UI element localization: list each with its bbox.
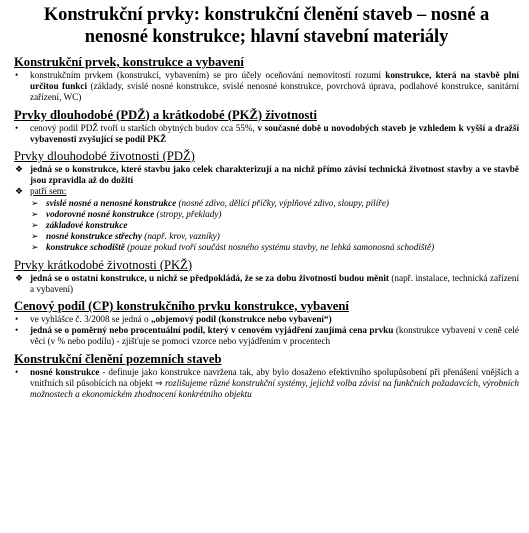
section-pdz bbox=[14, 149, 519, 254]
bullet-marker: • bbox=[15, 325, 19, 336]
list-item: • konstrukčním prvkem (konstrukcí, vybavením) se pro účely oceňování nemovitostí rozumí konstrukce, která na stavbě plní určitou funkci (základy, svislé nosné konstrukce, svislé nenosné konstrukce, povrchová úprava, podlahové konstrukce, sanitární zařízení, WC) bbox=[15, 70, 520, 103]
section-konstrukcni-cleneni bbox=[14, 352, 519, 401]
diamond-marker: ❖ bbox=[15, 272, 24, 283]
section-pkz bbox=[14, 258, 519, 295]
diamond-marker: ❖ bbox=[15, 186, 24, 197]
sub-list-item: ➢ svislé nosné a nenosné konstrukce (nosné zdivo, dělící příčky, výplňové zdivo, sloupy, pilíře) bbox=[31, 197, 389, 208]
bullet-marker: • bbox=[15, 70, 19, 80]
section-heading: Prvky dlouhodobé (PDŽ) a krátkodobé (PKŽ) životnosti bbox=[14, 107, 317, 122]
bullet-marker: • bbox=[15, 366, 19, 377]
section-prvky-pdz-pkz bbox=[14, 108, 519, 145]
bullet-marker: • bbox=[15, 314, 19, 325]
bullet-marker: • bbox=[15, 122, 19, 133]
sub-list-item: ➢ základové konstrukce bbox=[31, 220, 128, 231]
arrow-marker: ➢ bbox=[31, 197, 39, 208]
arrow-marker: ➢ bbox=[31, 220, 39, 231]
arrow-marker: ➢ bbox=[31, 208, 39, 219]
sub-list-item: ➢ vodorovné nosné konstrukce (stropy, překlady) bbox=[31, 208, 222, 219]
implies-arrow-icon: ⇒ bbox=[155, 377, 163, 388]
section-konstrukcni-prvek bbox=[14, 55, 519, 104]
list-item: • nosné konstrukce - definuje jako konstrukce navržena tak, aby bylo dosaženo efektivního spolupůsobení při přenášení vnějších a vnitřních sil působících na objekt ⇒ rozlišujeme různé konstrukční systémy, jejichž volba závisí na funkčních požadavcích, výrobních možnostech a ekonomickém zhodnocení konkrétního objektu bbox=[15, 366, 519, 400]
sub-list-item: ➢ nosné konstrukce střechy (např. krov, vazníky) bbox=[31, 231, 220, 242]
list-item: • jedná se o poměrný nebo procentuální podíl, který v cenovém vyjádření zaujímá cena prvku (konstrukce vybavení v ceně celé věci (v % nebo podílu) - zjišťuje se pomocí vzorce nebo vyjádřením v procentech bbox=[15, 325, 519, 347]
list-item: ❖ jedná se o ostatní konstrukce, u nichž se předpokládá, že se za dobu životnosti budou měnit (např. instalace, technická zařízení a vybavení) bbox=[15, 272, 520, 294]
section-heading: Prvky dlouhodobé životnosti (PDŽ) bbox=[14, 149, 195, 164]
page-title: Konstrukční prvky: konstrukční členění staveb – nosné a nenosné konstrukce; hlavní stavební materiály bbox=[43, 5, 490, 47]
section-heading: Prvky krátkodobé životnosti (PKŽ) bbox=[14, 257, 193, 272]
arrow-marker: ➢ bbox=[31, 231, 39, 242]
list-item: ❖ jedná se o konstrukce, které stavbu jako celek charakterizují a na nichž přímo závisí technická životnost stavby a ve stavbě jsou zpravidla až do dožití bbox=[15, 164, 519, 186]
section-cenovy-podil bbox=[14, 299, 519, 348]
list-item: • cenový podíl PDŽ tvoří u starších obytných budov cca 55%, v současné době u novodobých staveb je vzhledem k vyšší a dražší vybavenosti zvyšující se podíl PKŽ bbox=[15, 122, 519, 144]
arrow-marker: ➢ bbox=[31, 242, 39, 253]
list-item: ❖ patří sem: bbox=[15, 186, 67, 197]
section-heading: Konstrukční prvek, konstrukce a vybavení bbox=[14, 55, 244, 69]
sub-list-item: ➢ konstrukce schodiště (pouze pokud tvoří součást nosného systému stavby, ne lehká samonosná schodiště) bbox=[31, 242, 435, 253]
list-item: • ve vyhlášce č. 3/2008 se jedná o „objemový podíl (konstrukce nebo vybavení“) bbox=[15, 314, 332, 325]
section-heading: Cenový podíl (CP) konstrukčního prvku konstrukce, vybavení bbox=[14, 299, 349, 314]
diamond-marker: ❖ bbox=[15, 164, 24, 175]
section-heading: Konstrukční členění pozemních staveb bbox=[14, 351, 222, 366]
